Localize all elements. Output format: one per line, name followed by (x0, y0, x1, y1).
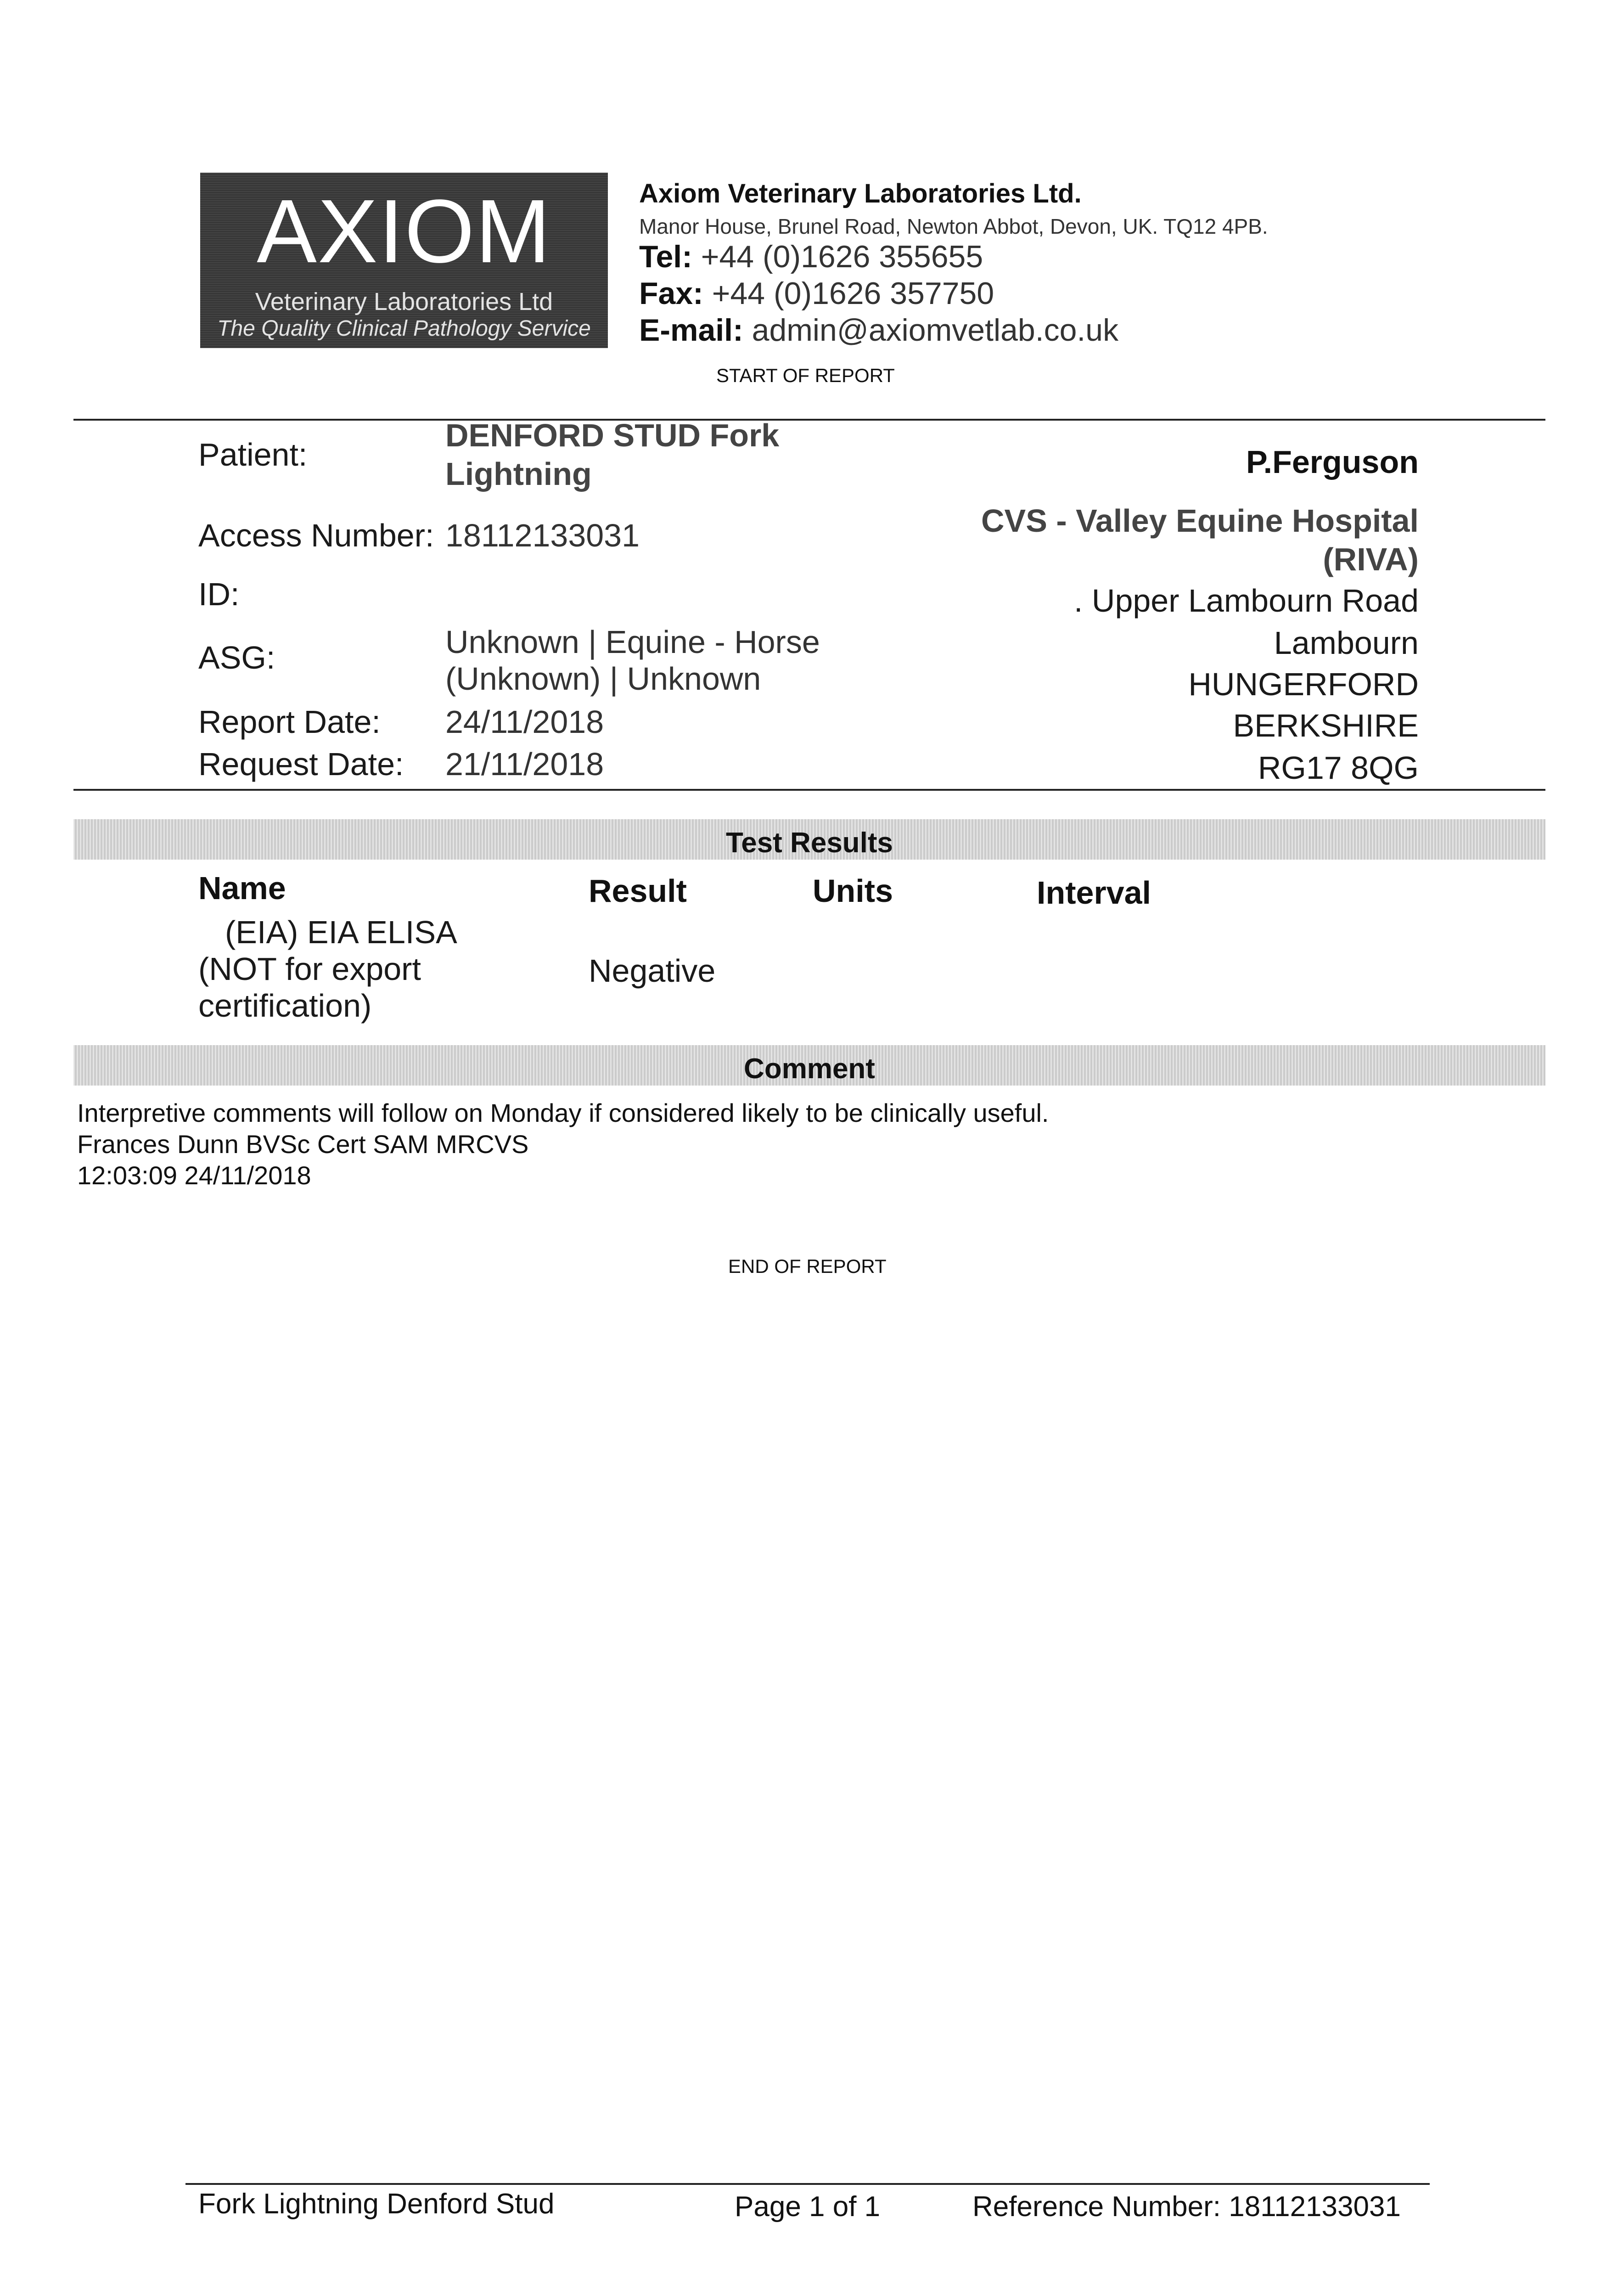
lab-name: Axiom Veterinary Laboratories Ltd. (639, 179, 1082, 208)
end-of-report: END OF REPORT (728, 1255, 887, 1277)
practice-address-line: HUNGERFORD (1188, 666, 1419, 702)
report-date: 24/11/2018 (445, 704, 604, 740)
patient-name-line2: Lightning (445, 456, 592, 492)
report-date-label: Report Date: (198, 704, 381, 740)
footer-page: Page 1 of 1 (735, 2191, 881, 2223)
vet-name: P.Ferguson (1246, 444, 1419, 480)
email-value: admin@axiomvetlab.co.uk (752, 313, 1119, 348)
logo-brand: AXIOM (257, 181, 551, 281)
lab-logo (200, 173, 608, 348)
practice-address-line: Lambourn (1274, 625, 1419, 661)
test-name-line: (EIA) EIA ELISA (225, 914, 457, 950)
lab-email (639, 312, 1118, 348)
divider-mid (73, 789, 1545, 791)
patient-label: Patient: (198, 437, 308, 473)
email-label: E-mail: (639, 313, 743, 348)
logo-tagline: The Quality Clinical Pathology Service (217, 316, 591, 341)
comment-header: Comment (73, 1045, 1545, 1086)
access-number: 18112133031 (445, 518, 640, 553)
test-results-header: Test Results (73, 819, 1545, 860)
access-number-label: Access Number: (198, 518, 434, 553)
practice-name-line2: (RIVA) (1323, 541, 1419, 577)
column-header-interval: Interval (1037, 875, 1151, 911)
practice-address-line: RG17 8QG (1258, 750, 1419, 786)
practice-address-line: BERKSHIRE (1233, 708, 1419, 743)
comment-line: Interpretive comments will follow on Monday if considered likely to be clinically useful. (77, 1098, 1049, 1127)
column-header-result: Result (589, 873, 687, 909)
id-label: ID: (198, 576, 240, 612)
fax-label: Fax: (639, 276, 703, 311)
fax-value: +44 (0)1626 357750 (712, 276, 994, 311)
tel-value: +44 (0)1626 355655 (701, 239, 983, 274)
comment-timestamp: 12:03:09 24/11/2018 (77, 1161, 311, 1190)
practice-address-line: . Upper Lambourn Road (1074, 583, 1419, 619)
test-name-line: certification) (198, 988, 372, 1024)
asg-label: ASG: (198, 640, 275, 675)
patient-name-line1: DENFORD STUD Fork (445, 417, 780, 453)
logo-subtitle: Veterinary Laboratories Ltd (255, 288, 553, 315)
asg-line1: Unknown | Equine - Horse (445, 624, 820, 660)
column-header-name: Name (198, 870, 286, 906)
tel-label: Tel: (639, 239, 692, 274)
test-name-line: (NOT for export (198, 951, 421, 987)
comment-signature: Frances Dunn BVSc Cert SAM MRCVS (77, 1130, 529, 1159)
footer-subject: Fork Lightning Denford Stud (198, 2188, 555, 2220)
request-date-label: Request Date: (198, 746, 404, 782)
request-date: 21/11/2018 (445, 746, 604, 782)
column-header-units: Units (813, 873, 893, 909)
lab-tel (639, 239, 983, 275)
lab-fax (639, 276, 994, 311)
lab-address: Manor House, Brunel Road, Newton Abbot, Devon, UK. TQ12 4PB. (639, 214, 1268, 238)
practice-name-line1: CVS - Valley Equine Hospital (981, 503, 1419, 539)
footer-reference: Reference Number: 18112133031 (972, 2191, 1401, 2223)
start-of-report: START OF REPORT (716, 365, 895, 386)
divider-top (73, 419, 1545, 421)
footer-divider (185, 2183, 1430, 2185)
asg-line2: (Unknown) | Unknown (445, 661, 761, 697)
test-result: Negative (589, 953, 716, 989)
